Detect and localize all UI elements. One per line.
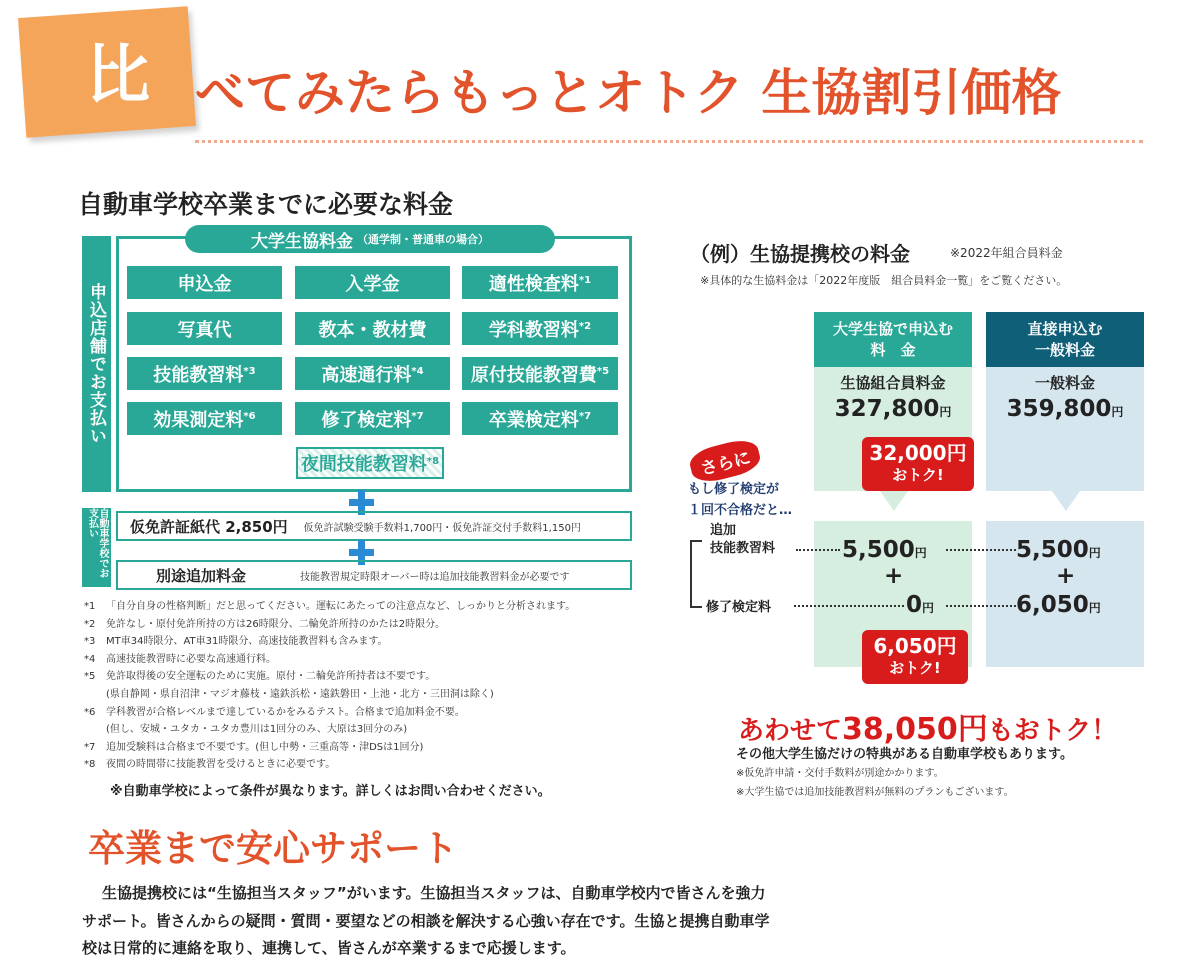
permit-fee-label: 仮免許証紙代 2,850円 (130, 517, 288, 536)
example-ref-note: ※具体的な生協料金は「2022年度版 組合員料金一覧」をご覧ください。 (700, 274, 1068, 287)
support-line: 生協提携校には“生協担当スタッフ”がいます。生協担当スタッフは、自動車学校内で皆さんを強力 (102, 884, 766, 902)
coop-price: 327,800円 (834, 396, 952, 422)
fee-item-note: *1 (578, 275, 592, 286)
general-price: 359,800円 (1006, 396, 1124, 422)
general-column-pointer-tip (1052, 491, 1080, 511)
support-line: 校は日常的に連絡を取り、連携して、皆さんが卒業するまで応援します。 (82, 939, 576, 957)
fee-item-note: *7 (578, 411, 592, 422)
footnote-text: 高速技能教習時に必要な高速通行料。 (106, 653, 276, 665)
fee-item-label: 適性検査料 (488, 273, 579, 295)
total-note: ※大学生協では追加技能教習料が無料のプランもございます。 (736, 787, 1014, 798)
support-paragraph (82, 880, 902, 963)
footnote-mark: *6 (84, 706, 96, 718)
fee-item (295, 312, 450, 345)
plus-sign: + (884, 563, 904, 589)
general-exam-fee: 6,050円 (1016, 592, 1101, 618)
footnote (84, 651, 644, 669)
footnote-text: (但し、安城・ユタカ・ユタカ豊川は1回分のみ、大原は3回分のみ) (106, 724, 408, 736)
store-payment-label: 申込店舗でお支払い (82, 236, 111, 492)
fee-item (462, 312, 618, 345)
coop-extra-lessons: 5,500円 (842, 537, 927, 563)
example-title: （例）生協提携校の料金 (690, 242, 910, 266)
extra-fee-label: 別途追加料金 (156, 566, 247, 585)
footnote (84, 739, 644, 757)
school-payment-label: 自動車学校でお支払い (82, 508, 111, 587)
coop-fees-tag-label: 大学生協料金 (251, 231, 353, 252)
row-label-exam-fee: 修了検定料 (706, 600, 772, 615)
fee-item-label: 効果測定料 (153, 409, 244, 431)
fee-item-label: 教本・教材費 (318, 319, 427, 341)
fee-item-label: 原付技能教習費 (470, 364, 597, 386)
fee-item (295, 266, 450, 299)
night-fee-note: *8 (426, 455, 440, 467)
dotted-leader (946, 605, 1016, 607)
permit-fee-detail: 仮免許試験受験手数料1,700円・仮免許証交付手数料1,150円 (303, 522, 581, 534)
fee-item-label: 高速通行料 (321, 364, 412, 386)
coop-exam-fee: 0円 (906, 592, 935, 618)
fee-item-note: *2 (578, 321, 592, 332)
footnote (84, 633, 644, 651)
coop-price-label: 生協組合員料金 (840, 374, 946, 392)
fee-item (127, 312, 282, 345)
coop-fees-tag (185, 225, 555, 253)
fee-item (127, 266, 282, 299)
row-bracket (690, 540, 702, 608)
footnote-text: 学科教習が合格レベルまで達しているかをみるテスト。合格まで追加料金不要。 (106, 706, 465, 718)
fee-item-label: 入学金 (345, 273, 400, 295)
footnote-text: 夜間の時間帯に技能教習を受けるときに必要です。 (106, 759, 336, 771)
footnote-mark: *3 (84, 636, 96, 648)
example-year-note: ※2022年組合員料金 (950, 246, 1063, 260)
footnote (84, 686, 644, 704)
footnote-mark: *4 (84, 653, 96, 665)
total-note: ※仮免許申請・交付手数料が別途かかります。 (736, 768, 944, 779)
fee-item-label: 卒業検定料 (488, 409, 579, 431)
footnote-text: 免許取得後の安全運転のために実施。原付・二輪免許所持者は不要です。 (106, 671, 436, 683)
fee-item (462, 402, 618, 435)
fee-item-label: 技能教習料 (153, 364, 244, 386)
fee-item (127, 357, 282, 390)
section-title: 自動車学校卒業までに必要な料金 (78, 190, 454, 219)
fee-item-label: 申込金 (177, 273, 232, 295)
if-fail-text: もし修了検定が １回不合格だと… (688, 482, 793, 518)
fee-item-note: *7 (411, 411, 424, 422)
dotted-leader (946, 549, 1016, 551)
title-divider (195, 140, 1143, 143)
fee-item-note: *3 (243, 366, 256, 377)
footnote (84, 721, 644, 739)
dotted-leader (794, 605, 904, 607)
fee-item-label: 修了検定料 (321, 409, 412, 431)
night-fee-label: 夜間技能教習料 (300, 454, 427, 475)
savings-badge: 32,000円 おトク! (862, 437, 974, 491)
coop-fees-tag-sub: （通学制・普通車の場合） (357, 233, 489, 246)
extra-fee-detail: 技能教習規定時限オーバー時は追加技能教習料金が必要です (300, 571, 570, 583)
footnotes-disclaimer: ※自動車学校によって条件が異なります。詳しくはお問い合わせください。 (110, 784, 551, 799)
fee-item (127, 402, 282, 435)
page-title: べてみたらもっとオトク 生協割引価格 (195, 64, 1062, 122)
general-price-label: 一般料金 (1034, 374, 1095, 392)
night-fee-item (296, 447, 444, 479)
row-label-extra-lessons: 追加 技能教習料 (710, 523, 776, 556)
footnote-mark: *7 (84, 741, 96, 753)
plus-sign: + (1056, 563, 1076, 589)
savings-badge: 6,050円 おトク! (862, 630, 968, 684)
permit-fee-row (116, 511, 632, 541)
footnote (84, 668, 644, 686)
dotted-leader (796, 549, 840, 551)
fee-item-note: *4 (411, 366, 424, 377)
support-title: 卒業まで安心サポート (88, 827, 458, 870)
fee-item (462, 357, 618, 390)
fee-item (295, 357, 450, 390)
header-tag-char: 比 (86, 39, 150, 113)
support-line: サポート。皆さんからの疑問・質問・要望などの相談を解決する心強い存在です。生協と提携自動車学 (82, 911, 770, 930)
extra-fee-row (116, 560, 632, 590)
fee-item-label: 写真代 (177, 319, 232, 341)
footnote-mark: *5 (84, 671, 96, 683)
fee-item (462, 266, 618, 299)
footnote (84, 704, 644, 722)
general-extra-lessons: 5,500円 (1016, 537, 1101, 563)
coop-column-pointer-tip (880, 491, 908, 511)
footnote-text: (県自静岡・県自沼津・マジオ藤枝・遠鉄浜松・遠鉄磐田・上池・北方・三田洞は除く) (106, 688, 494, 700)
footnote-text: 免許なし・原付免許所持の方は26時限分、二輪免許所持のかたは2時限分。 (106, 618, 446, 630)
coop-column-header: 大学生協で申込む 料 金 (814, 312, 972, 367)
total-savings-sub: その他大学生協だけの特典がある自動車学校もあります。 (736, 747, 1073, 762)
footnote-text: 追加受験料は合格まで不要です。(但し中勢・三重高等・津DSは1回分) (106, 741, 424, 753)
footnote (84, 598, 644, 616)
footnote-mark: *2 (84, 618, 96, 630)
fee-item-label: 学科教習料 (488, 319, 579, 341)
sarani-badge: さらに (687, 436, 763, 486)
footnotes (84, 598, 644, 774)
footnote-text: MT車34時限分、AT車31時限分、高速技能教習料も含みます。 (106, 636, 388, 648)
footnote-mark: *1 (84, 601, 96, 612)
fee-item-note: *6 (243, 411, 256, 422)
footnote-mark: *8 (84, 759, 96, 771)
general-column-header: 直接申込む 一般料金 (986, 312, 1144, 367)
fee-item-note: *5 (596, 366, 610, 377)
footnote-text: 「自分自身の性格判断」だと思ってください。運転にあたっての注意点など、しっかりと分析されます。 (106, 601, 576, 612)
fee-item (295, 402, 450, 435)
total-savings: あわせて38,050円もおトク！ (738, 712, 1118, 747)
footnote (84, 616, 644, 634)
footnote (84, 756, 644, 774)
